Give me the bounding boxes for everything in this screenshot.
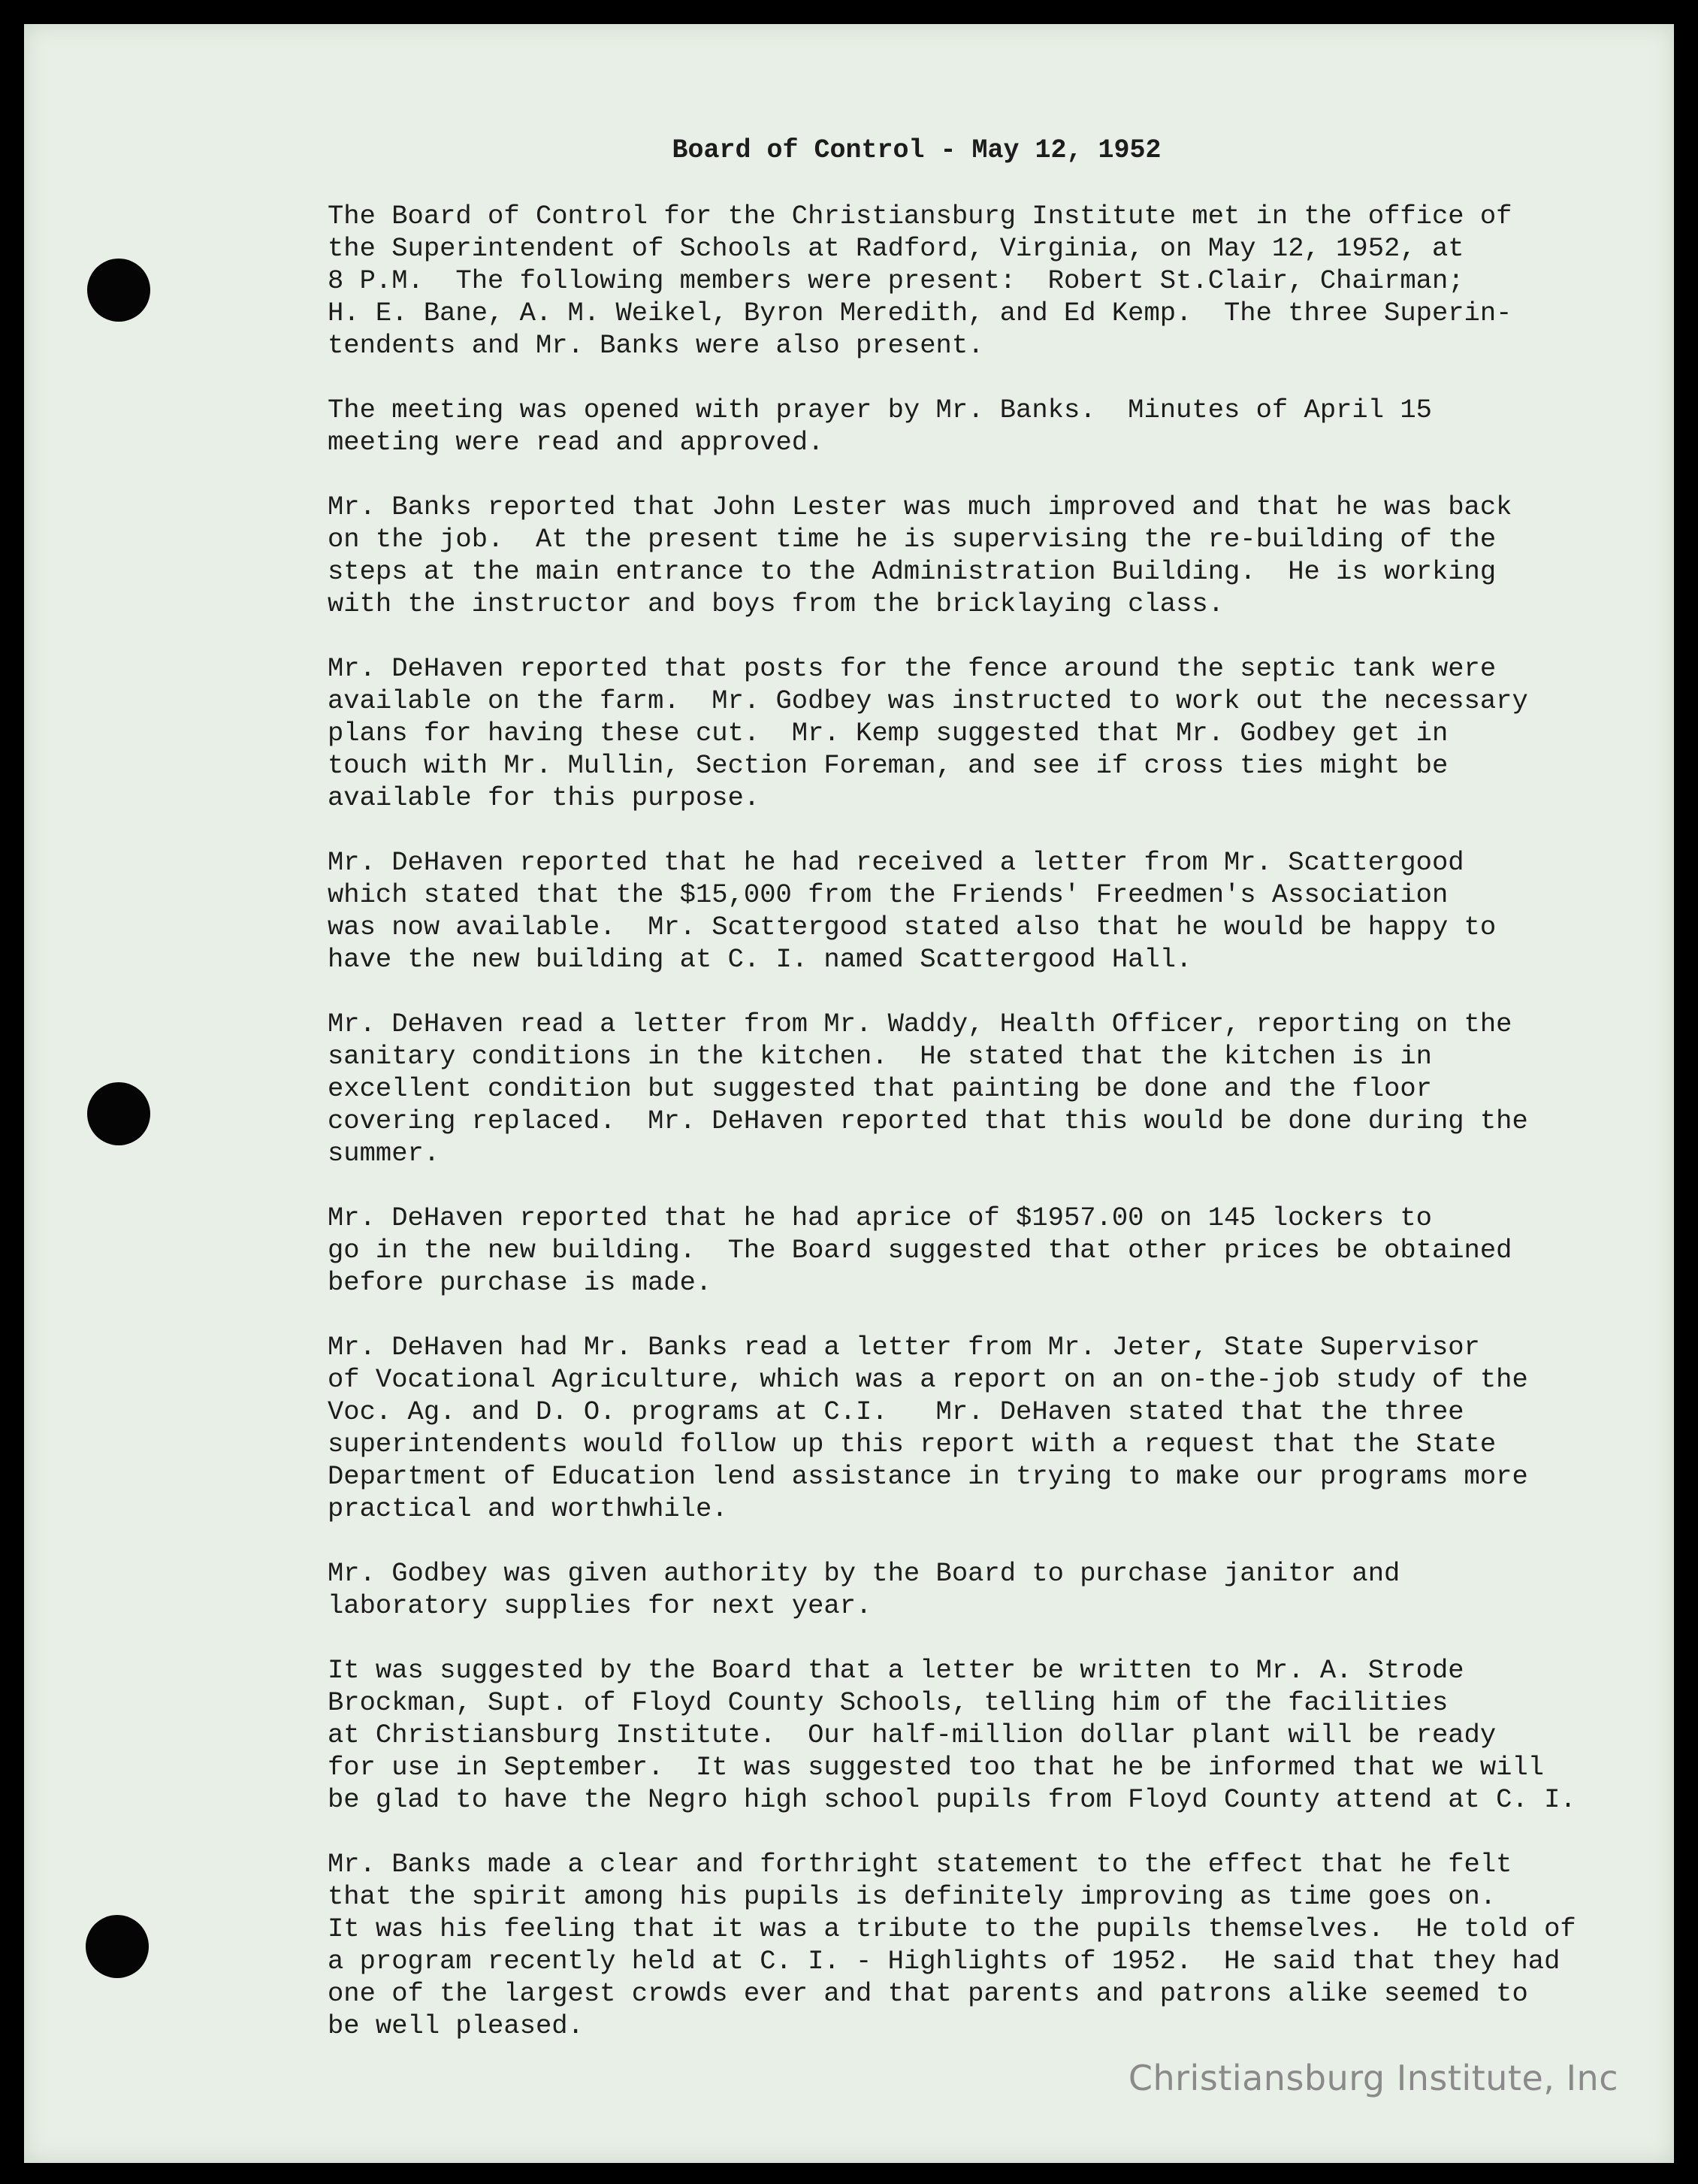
text-line: a program recently held at C. I. - Highlights of 1952. He said that they had bbox=[328, 1946, 1561, 1977]
text-line: touch with Mr. Mullin, Section Foreman, and see if cross ties might be bbox=[328, 750, 1449, 781]
text-line: before purchase is made. bbox=[328, 1267, 712, 1298]
text-line: sanitary conditions in the kitchen. He stated that the kitchen is in bbox=[328, 1041, 1432, 1072]
text-line: that the spirit among his pupils is definitely improving as time goes on. bbox=[328, 1881, 1497, 1912]
paragraph bbox=[328, 1848, 1672, 2042]
text-line: on the job. At the present time he is supervising the re-building of the bbox=[328, 524, 1497, 555]
paragraph bbox=[328, 1008, 1672, 1169]
paragraph bbox=[328, 1557, 1672, 1622]
text-line: It was suggested by the Board that a letter be written to Mr. A. Strode bbox=[328, 1655, 1464, 1686]
document-body bbox=[328, 200, 1672, 2074]
paragraph bbox=[328, 652, 1672, 814]
text-line: covering replaced. Mr. DeHaven reported that this would be done during the bbox=[328, 1106, 1528, 1136]
watermark: Christiansburg Institute, Inc bbox=[1128, 2058, 1618, 2098]
text-line: at Christiansburg Institute. Our half-million dollar plant will be ready bbox=[328, 1720, 1497, 1750]
paragraph bbox=[328, 1331, 1672, 1525]
text-line: Mr. Godbey was given authority by the Board to purchase janitor and bbox=[328, 1558, 1400, 1589]
text-line: The meeting was opened with prayer by Mr. Banks. Minutes of April 15 bbox=[328, 395, 1432, 425]
text-line: 8 P.M. The following members were present: Robert St.Clair, Chairman; bbox=[328, 265, 1464, 296]
text-line: one of the largest crowds ever and that parents and patrons alike seemed to bbox=[328, 1978, 1528, 2009]
text-line: available on the farm. Mr. Godbey was instructed to work out the necessary bbox=[328, 685, 1528, 716]
text-line: which stated that the $15,000 from the Friends' Freedmen's Association bbox=[328, 879, 1449, 910]
text-line: for use in September. It was suggested too that he be informed that we will bbox=[328, 1752, 1545, 1783]
text-line: Mr. Banks reported that John Lester was much improved and that he was back bbox=[328, 492, 1512, 522]
text-line: laboratory supplies for next year. bbox=[328, 1590, 872, 1621]
text-line: Mr. DeHaven reported that he had aprice of $1957.00 on 145 lockers to bbox=[328, 1202, 1432, 1233]
text-line: was now available. Mr. Scattergood stated also that he would be happy to bbox=[328, 912, 1497, 942]
text-line: be glad to have the Negro high school pupils from Floyd County attend at C. I. bbox=[328, 1784, 1576, 1815]
text-line: the Superintendent of Schools at Radford, Virginia, on May 12, 1952, at bbox=[328, 233, 1464, 264]
text-line: of Vocational Agriculture, which was a report on an on-the-job study of the bbox=[328, 1364, 1528, 1395]
text-line: Brockman, Supt. of Floyd County Schools, telling him of the facilities bbox=[328, 1687, 1449, 1718]
paragraph bbox=[328, 394, 1672, 458]
text-line: go in the new building. The Board suggested that other prices be obtained bbox=[328, 1235, 1512, 1266]
paragraph bbox=[328, 491, 1672, 620]
punch-hole-bottom bbox=[86, 1915, 149, 1978]
text-line: tendents and Mr. Banks were also present. bbox=[328, 330, 984, 361]
text-line: with the instructor and boys from the bricklaying class. bbox=[328, 588, 1224, 619]
text-line: Department of Education lend assistance in trying to make our programs more bbox=[328, 1461, 1528, 1492]
punch-hole-middle bbox=[87, 1082, 150, 1145]
text-line: steps at the main entrance to the Administration Building. He is working bbox=[328, 556, 1497, 587]
document-title: Board of Control - May 12, 1952 bbox=[672, 135, 1162, 165]
paragraph bbox=[328, 1654, 1672, 1816]
paragraph bbox=[328, 200, 1672, 361]
paragraph bbox=[328, 1202, 1672, 1299]
text-line: practical and worthwhile. bbox=[328, 1493, 728, 1524]
paragraph bbox=[328, 846, 1672, 976]
text-line: Voc. Ag. and D. O. programs at C.I. Mr. DeHaven stated that the three bbox=[328, 1396, 1464, 1427]
text-line: plans for having these cut. Mr. Kemp suggested that Mr. Godbey get in bbox=[328, 718, 1449, 749]
text-line: Mr. DeHaven had Mr. Banks read a letter from Mr. Jeter, State Supervisor bbox=[328, 1332, 1480, 1363]
text-line: meeting were read and approved. bbox=[328, 427, 824, 458]
text-line: be well pleased. bbox=[328, 2010, 584, 2041]
text-line: summer. bbox=[328, 1138, 440, 1169]
text-line: available for this purpose. bbox=[328, 782, 760, 813]
text-line: H. E. Bane, A. M. Weikel, Byron Meredith, and Ed Kemp. The three Superin- bbox=[328, 298, 1512, 328]
text-line: The Board of Control for the Christiansburg Institute met in the office of bbox=[328, 201, 1512, 231]
punch-hole-top bbox=[87, 259, 150, 322]
text-line: have the new building at C. I. named Scattergood Hall. bbox=[328, 944, 1192, 975]
text-line: It was his feeling that it was a tribute to the pupils themselves. He told of bbox=[328, 1913, 1576, 1944]
text-line: Mr. DeHaven reported that he had received a letter from Mr. Scattergood bbox=[328, 847, 1464, 878]
text-line: excellent condition but suggested that painting be done and the floor bbox=[328, 1073, 1432, 1104]
text-line: Mr. DeHaven read a letter from Mr. Waddy, Health Officer, reporting on the bbox=[328, 1009, 1512, 1039]
text-line: superintendents would follow up this report with a request that the State bbox=[328, 1429, 1497, 1460]
text-line: Mr. Banks made a clear and forthright statement to the effect that he felt bbox=[328, 1849, 1512, 1880]
text-line: Mr. DeHaven reported that posts for the fence around the septic tank were bbox=[328, 653, 1497, 684]
